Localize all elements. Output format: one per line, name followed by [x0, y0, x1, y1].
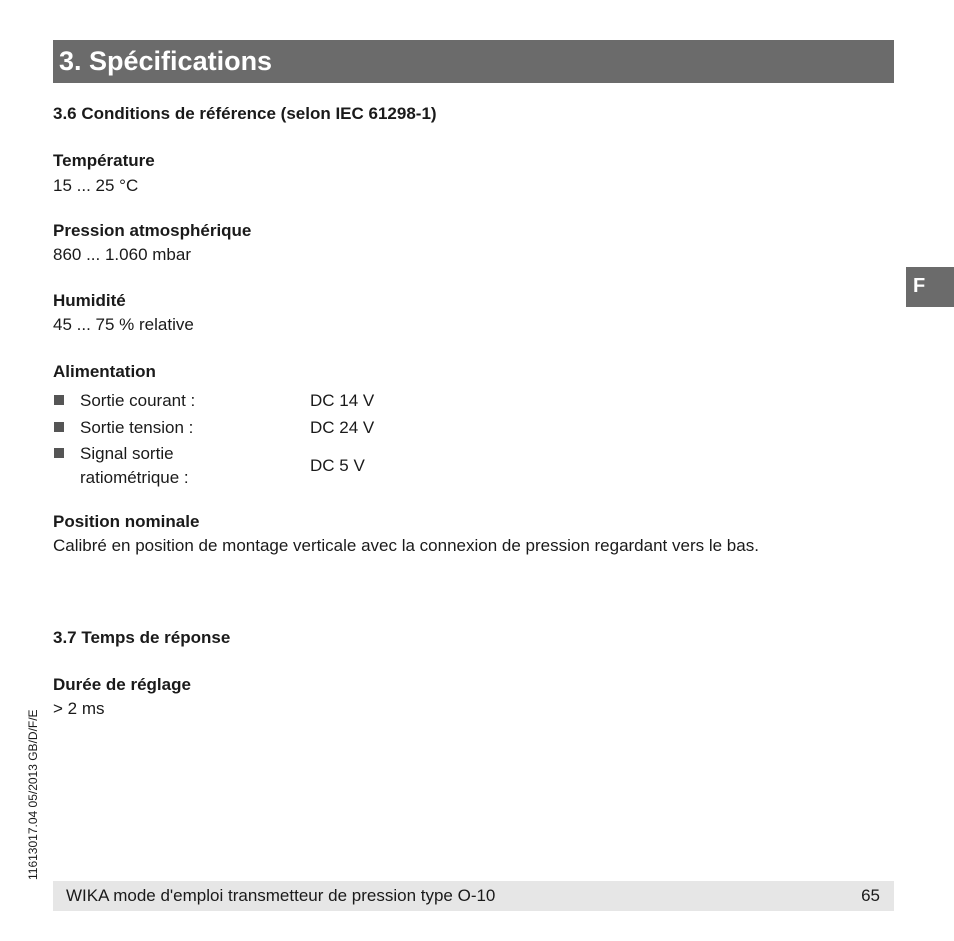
temperature-label: Température	[53, 151, 155, 170]
language-tab-label: F	[913, 275, 926, 297]
page-footer	[53, 881, 894, 911]
power-item-name: Sortie courant :	[80, 391, 196, 410]
list-bullet	[54, 422, 64, 432]
humidity-value: 45 ... 75 % relative	[53, 315, 194, 334]
power-item-name: Signal sortie	[80, 444, 174, 463]
power-item-name-continued: ratiométrique :	[80, 468, 189, 487]
power-item-name: Sortie tension :	[80, 418, 194, 437]
list-bullet	[54, 448, 64, 458]
position-value: Calibré en position de montage verticale avec la connexion de pression regardant vers le bas.	[53, 536, 759, 555]
settling-label: Durée de réglage	[53, 675, 191, 694]
power-label: Alimentation	[53, 362, 156, 381]
list-bullet	[54, 395, 64, 405]
pressure-label: Pression atmosphérique	[53, 221, 252, 240]
settling-value: > 2 ms	[53, 699, 105, 718]
section-title-response-time: 3.7 Temps de réponse	[53, 628, 231, 647]
power-item-value: DC 24 V	[310, 418, 375, 437]
footer-title: WIKA mode d'emploi transmetteur de pression type O-10	[66, 886, 496, 905]
section-title-reference-conditions: 3.6 Conditions de référence (selon IEC 61298-1)	[53, 104, 437, 123]
document-code: 11613017.04 05/2013 GB/D/F/E	[26, 709, 40, 880]
page-number: 65	[861, 886, 880, 905]
chapter-header	[53, 40, 894, 83]
humidity-label: Humidité	[53, 291, 126, 310]
chapter-title: 3. Spécifications	[59, 46, 273, 76]
language-tab	[906, 267, 954, 307]
temperature-value: 15 ... 25 °C	[53, 176, 139, 195]
power-item-value: DC 5 V	[310, 456, 365, 475]
power-item-value: DC 14 V	[310, 391, 375, 410]
position-label: Position nominale	[53, 512, 200, 531]
pressure-value: 860 ... 1.060 mbar	[53, 245, 191, 264]
